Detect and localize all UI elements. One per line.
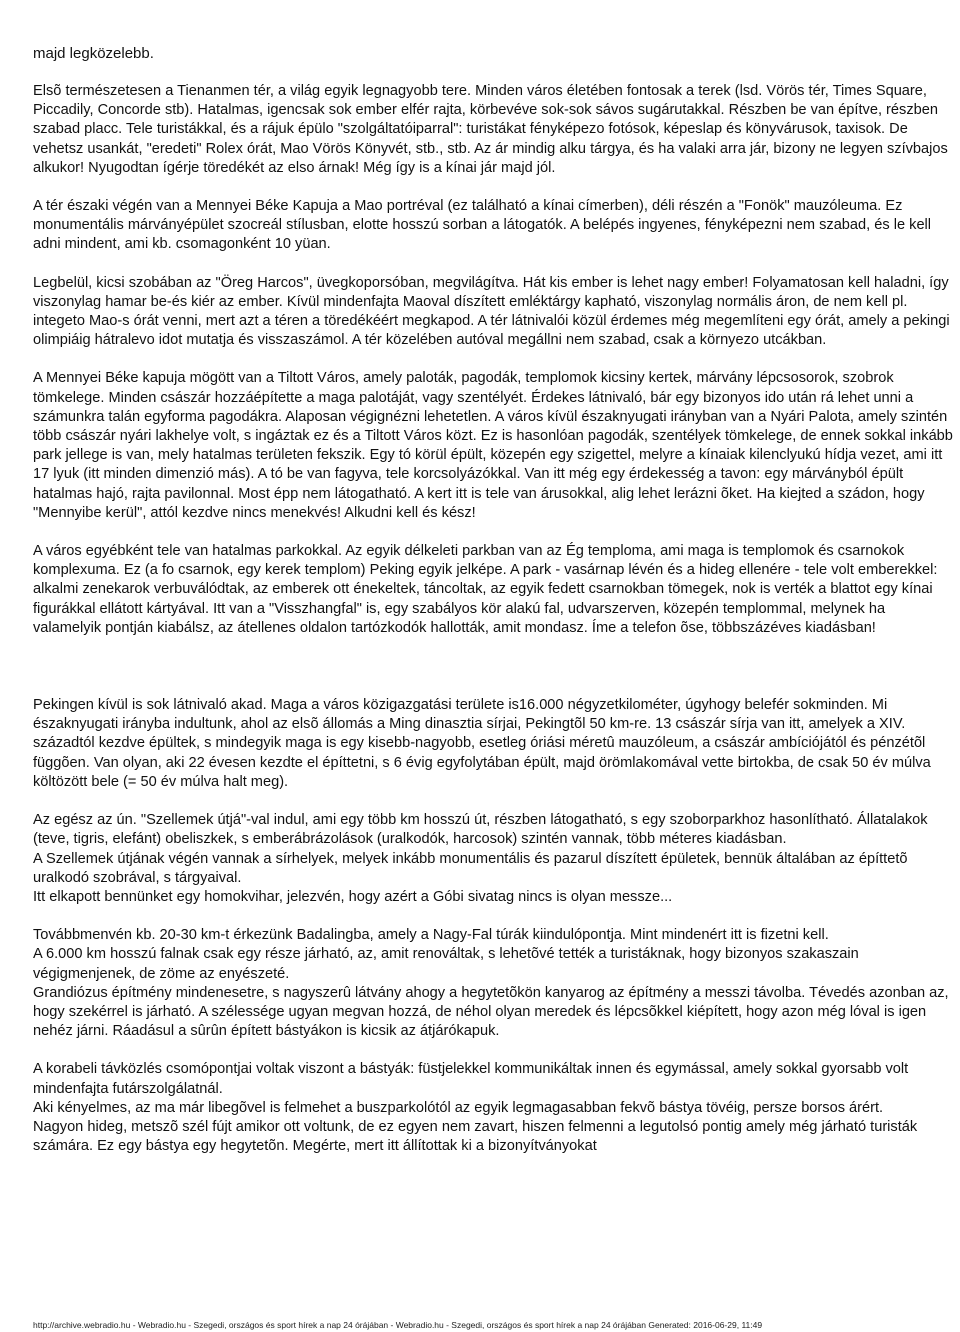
page-footer: http://archive.webradio.hu - Webradio.hu - Szegedi, országos és sport hírek a nap 24 órájában - Webradio.hu - Szegedi, országos és sport hírek a nap 24 órájában Generated: 2016-06-29, 11:49: [33, 1320, 763, 1330]
paragraph-mennyei-beke-kapu: A tér északi végén van a Mennyei Béke Kapuja a Mao portréval (ez található a kínai címerben), déli részén a "Fonök" mauzóleuma. Ez monumentális márványépület szocreál stílusban, elotte hosszú sorban a látogatók. A belépés ingyenes, fényképezni nem szabad, és le kell adni mindent, ami kb. csomagonként 10 yüan.: [33, 198, 932, 253]
paragraph-homokvihar: Itt elkapott bennünket egy homokvihar, jelezvén, hogy azért a Góbi sivatag nincs is olyan messze...: [33, 888, 673, 905]
paragraph-intro: majd legközelebb.: [33, 45, 154, 62]
paragraph-tienanmen: Elsõ természetesen a Tienanmen tér, a világ egyik legnagyobb tere. Minden város életében fontosak a terek (lsd. Vörös tér, Times Square, Piccadily, Concorde stb). Hatalmas, igencsak sok ember elfér rajta, körbevéve sok-sok sávos sugárutakkal. Részben be van építve, részben szabad placc. Tele turistákkal, és a rájuk épülo "szolgáltatóiparral": turistákat fényképezo fotósok, képeslap és könyvárusok, taxisok. De vehetsz usankát, "eredeti" Rolex órát, Mao Vörös Könyvét, stb., stb. Az ár mindig alku tárgya, és ha valaki arra jár, bizony ne legyen szívbajos alkukor! Nyugodtan ígérje töredékét az elso árnak! Még így is a kínai jár majd jól.: [33, 83, 948, 176]
paragraph-nagy-fal-hossz: A 6.000 km hosszú falnak csak egy része járható, az, amit renováltak, s lehetõvé tették a turistáknak, hogy bizonyos szakaszain végigmenjenek, de zöme az enyészeté.: [33, 946, 859, 982]
paragraph-libego: Aki kényelmes, az ma már libegõvel is felmehet a buszparkolótól az egyik legmagasabban fekvõ bástya tövéig, persze borsos árért.: [33, 1099, 884, 1116]
paragraph-hideg: Nagyon hideg, metszõ szél fújt amikor ott voltunk, de ez egyen nem zavart, hiszen felmenni a legutolsó pontig amely még járható turisták számára. Ez egy bástya egy hegytetõn. Megérte, mert itt állítottak ki a bizonyítványokat: [33, 1118, 918, 1155]
paragraph-szellemek-utja: Az egész az ún. "Szellemek útjá"-val indul, ami egy több km hosszú út, részben látogatható, s egy szoborparkhoz hasonlítható. Állatalakok (teve, tigris, elefánt) obeliszkek, s emberábrázolások (uralkodók, harcosok) szintén vannak, több méteres kiadásban.: [33, 812, 928, 848]
paragraph-bastyak: A korabeli távközlés csomópontjai voltak viszont a bástyák: füstjelekkel kommunikáltak innen és egymással, amely sokkal gyorsabb volt mindenfajta futárszolgálatnál.: [33, 1061, 909, 1097]
paragraph-badaling: Továbbmenvén kb. 20-30 km-t érkezünk Badalingba, amely a Nagy-Fal túrák kiindulópontja. Mint mindenért itt is fizetni kell.: [33, 927, 829, 944]
paragraph-eg-temploma: A város egyébként tele van hatalmas parkokkal. Az egyik délkeleti parkban van az Ég temploma, ami maga is templomok és csarnokok komplexuma. Ez (a fo csarnok, egy kerek templom) Peking egyik jelképe. A park - vasárnap lévén és a hideg ellenére - tele volt emberekkel: alkalmi zenekarok verbuválódtak, az emberek ott énekeltek, táncoltak, az egyik fedett csarnokban tömegek, nok is verték a blattot egy kínai figurákkal ellátott kártyával. Itt van a "Visszhangfal" is, egy szabályos kör alakú fal, udvarszerven, közepén templommal, melynek ha valamelyik pontján kiabálsz, az átellenes oldalon tartózkodók hallották, amit mondasz. Íme a telefon õse, többszázéves kiadásban!: [33, 543, 938, 636]
document-body: [33, 44, 955, 1156]
paragraph-nagy-fal-latvany: Grandiózus építmény mindenesetre, s nagyszerû látvány ahogy a hegytetõkön kanyarog az építmény a messzi távolba. Tévedés azonban az, hogy szekérrel is járható. A szélessége ugyan megvan hozzá, de néhol olyan meredek és lépcsõkkel kiépített, hogy azon még lóval is igen nehéz járni. Ráadásul a sûrûn épített bástyákon is kicsik az átjárókapuk.: [33, 984, 949, 1040]
paragraph-oreg-harcos: Legbelül, kicsi szobában az "Öreg Harcos", üvegkoporsóban, megvilágítva. Hát kis ember is lehet nagy ember! Folyamatosan kell haladni, így viszonylag hamar be-és kiér az ember. Kívül mindenfajta Maoval díszített emléktárgy kapható, viszonylag normális áron, de nem kell pl. integeto Mao-s órát venni, mert azt a téren a töredékéért megkapod. A tér látnivalói közül érdemes még megemlíteni egy órát, amely a pekingi olimpiáig hátralevo idot mutatja és visszaszámol. A tér közelében autóval megállni nem szabad, csak a környezo utcákban.: [33, 274, 950, 349]
paragraph-sirhelyek: A Szellemek útjának végén vannak a sírhelyek, melyek inkább monumentális és pazarul díszített épületek, bennük általában az építtetõ uralkodó szobrával, s tárgyaival.: [33, 850, 908, 886]
paragraph-pekingen-kivul: Pekingen kívül is sok látnivaló akad. Maga a város közigazgatási területe is16.000 négyzetkilométer, úgyhogy belefér sokminden. Mi északnyugati irányba indultunk, ahol az elsõ állomás a Ming dinasztia sírjai, Pekingtõl 50 km-re. 13 császár sírja van itt, amelyek a XIV. századtól kezdve épültek, s mindegyik maga is egy kisebb-nagyobb, esetleg óriási méretû mauzóleum, a császár ambíciójától és pénzétõl függõen. Van olyan, aki 22 évesen kezdte el építtetni, s 6 évig egyfolytában épült, majd örömlakomával vette birtokba, de csak 50 év múlva költözött bele (= 50 év múlva halt meg).: [33, 697, 931, 790]
paragraph-spacer: [33, 657, 955, 696]
paragraph-tiltott-varos: A Mennyei Béke kapuja mögött van a Tiltott Város, amely paloták, pagodák, templomok kicsiny kertek, márvány lépcsosorok, szobrok tömkelege. Minden császár hozzáépítette a maga palotáját, vagy szentélyét. Érdekes látnivaló, bár egy bizonyos ido után rá lehet unni a számunkra talán egyforma pagodákra. Alaposan végignézni lehetetlen. A város kívül északnyugati irányban van a Nyári Palota, amely szintén több császár nyári lakhelye volt, s ingáztak ez és a Tiltott Város közt. Ez is hasonlóan pagodák, szentélyek tömkelege, de ennek sokkal inkább park jellege is van, mely hatalmas területen fekszik. Egy tó körül épült, közepén egy szigettel, melyre a kínaiak kilenclyukú hídja vezet, ami itt 17 lyuk (itt minden dimenzió más). A tó be van fagyva, tele korcsolyázókkal. Van itt még egy érdekesség a tavon: egy márványból épült hatalmas hajó, rajta pavilonnal. Most épp nem látogatható. A kert itt is tele van árusokkal, alig lehet lerázni õket. Ha kiejted a szádon, hogy "Mennyibe kerül", attól kezdve nincs menekvés! Alkudni kell és kész!: [33, 370, 953, 521]
